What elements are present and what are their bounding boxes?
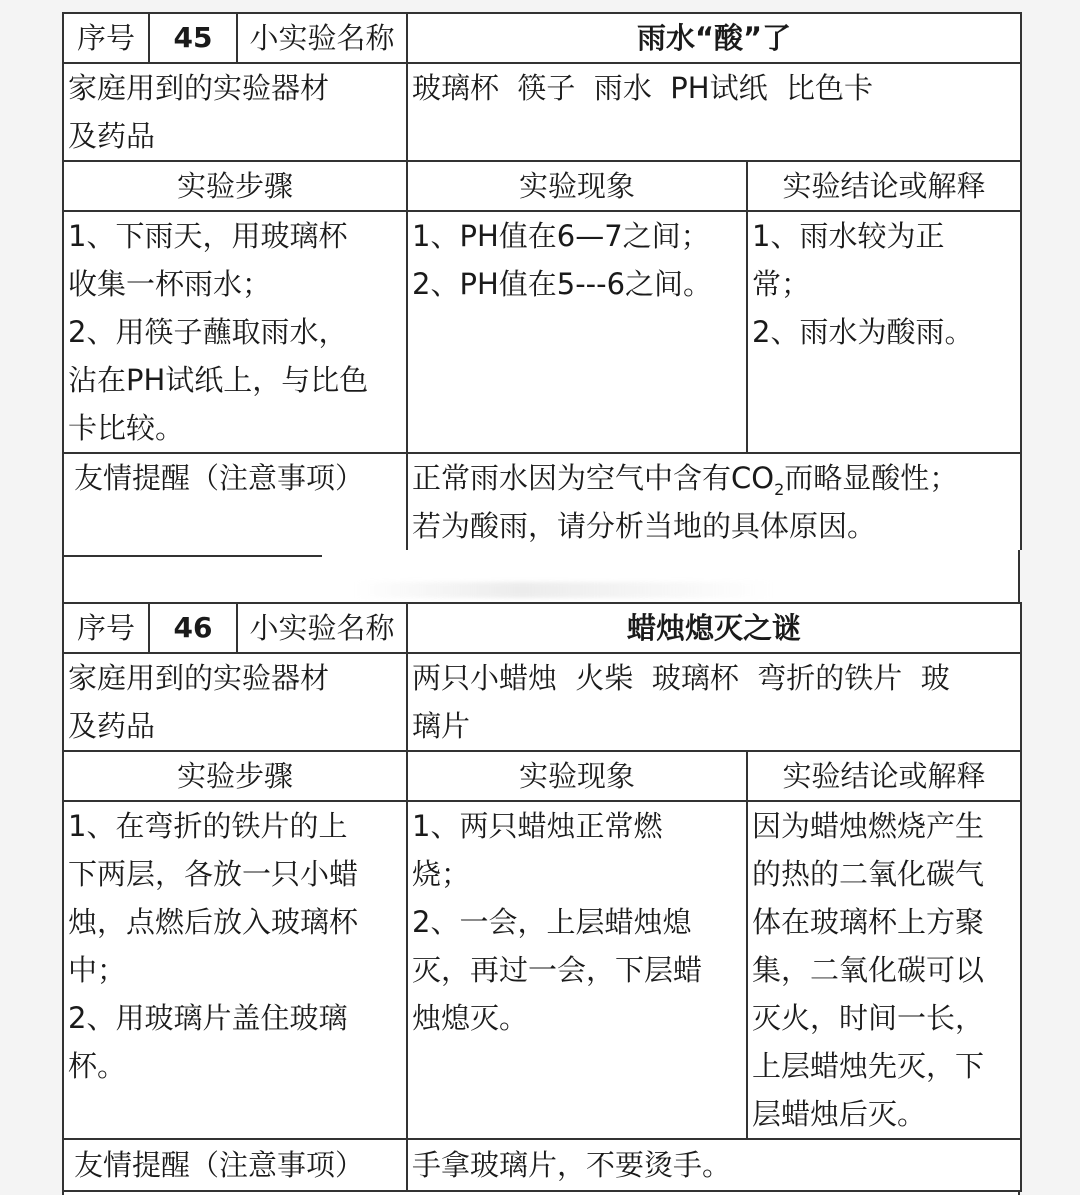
conclusion-cell — [747, 801, 1021, 1139]
name-label: 小实验名称 — [237, 13, 407, 63]
document-page — [62, 12, 1020, 1195]
step-line: 下两层，各放一只小蜡 — [68, 857, 359, 891]
note-label: 友情提醒（注意事项） — [63, 1139, 407, 1191]
experiment-card-46 — [62, 602, 1022, 1192]
step-line: 收集一杯雨水； — [68, 267, 272, 301]
conclusion-line: 体在玻璃杯上方聚 — [752, 905, 985, 939]
experiment-card-45 — [62, 12, 1022, 550]
materials-label-line: 家庭用到的实验器材 — [68, 71, 330, 105]
col-conclusion-header: 实验结论或解释 — [747, 161, 1021, 211]
conclusion-line: 上层蜡烛先灭，下 — [752, 1049, 985, 1083]
step-line: 卡比较。 — [68, 411, 185, 445]
experiment-title: 雨水“酸”了 — [407, 13, 1021, 63]
name-label: 小实验名称 — [237, 603, 407, 653]
conclusion-line: 1、雨水较为正 — [752, 219, 945, 253]
conclusion-line: 常； — [752, 267, 811, 301]
note-cell — [407, 453, 1021, 550]
step-line: 沾在PH试纸上，与比色 — [68, 363, 369, 397]
note-text: 而略显酸性； — [784, 461, 959, 495]
phenomenon-line: 灭，再过一会，下层蜡 — [412, 953, 703, 987]
seq-label: 序号 — [63, 13, 149, 63]
note-text: 正常雨水因为空气中含有CO — [412, 461, 775, 495]
seq-label: 序号 — [63, 603, 149, 653]
step-line: 杯。 — [68, 1049, 127, 1083]
col-phenomena-header: 实验现象 — [407, 161, 747, 211]
conclusion-line: 层蜡烛后灭。 — [752, 1097, 927, 1131]
materials-line: 两只小蜡烛 火柴 玻璃杯 弯折的铁片 玻 — [412, 661, 950, 695]
materials-list: 玻璃杯 筷子 雨水 PH试纸 比色卡 — [407, 63, 1021, 161]
note-subscript: 2 — [774, 479, 785, 499]
phenomenon-line: 2、一会，上层蜡烛熄 — [412, 905, 692, 939]
materials-line: 璃片 — [412, 709, 471, 743]
materials-label-line: 及药品 — [68, 709, 156, 743]
col-phenomena-header: 实验现象 — [407, 751, 747, 801]
conclusion-cell — [747, 211, 1021, 453]
step-line: 1、下雨天，用玻璃杯 — [68, 219, 348, 253]
col-steps-header: 实验步骤 — [63, 161, 407, 211]
note-line: 若为酸雨，请分析当地的具体原因。 — [412, 509, 877, 543]
conclusion-line: 灭火，时间一长， — [752, 1001, 985, 1035]
phenomenon-line: 2、PH值在5---6之间。 — [412, 267, 713, 301]
phenomenon-line: 1、PH值在6—7之间； — [412, 219, 710, 253]
step-line: 烛，点燃后放入玻璃杯 — [68, 905, 359, 939]
phenomena-cell — [407, 801, 747, 1139]
note-label: 友情提醒（注意事项） — [63, 453, 407, 550]
phenomenon-line: 烛熄灭。 — [412, 1001, 529, 1035]
scan-smudge — [354, 582, 774, 598]
note-cell: 手拿玻璃片，不要烫手。 — [407, 1139, 1021, 1191]
col-steps-header: 实验步骤 — [63, 751, 407, 801]
conclusion-line: 2、雨水为酸雨。 — [752, 315, 974, 349]
phenomena-cell — [407, 211, 747, 453]
step-line: 2、用筷子蘸取雨水， — [68, 315, 348, 349]
table-rule — [64, 555, 322, 557]
step-line: 2、用玻璃片盖住玻璃 — [68, 1001, 348, 1035]
note-line — [412, 454, 1016, 502]
phenomenon-line: 烧； — [412, 857, 471, 891]
step-line: 1、在弯折的铁片的上 — [68, 809, 348, 843]
materials-label — [63, 653, 407, 751]
steps-cell — [63, 211, 407, 453]
phenomenon-line: 1、两只蜡烛正常燃 — [412, 809, 663, 843]
conclusion-line: 集，二氧化碳可以 — [752, 953, 985, 987]
materials-label-line: 及药品 — [68, 119, 156, 153]
col-conclusion-header: 实验结论或解释 — [747, 751, 1021, 801]
conclusion-line: 的热的二氧化碳气 — [752, 857, 985, 891]
seq-number: 45 — [149, 13, 237, 63]
step-line: 中； — [68, 953, 127, 987]
materials-list — [407, 653, 1021, 751]
materials-label — [63, 63, 407, 161]
conclusion-line: 因为蜡烛燃烧产生 — [752, 809, 985, 843]
experiment-title: 蜡烛熄灭之谜 — [407, 603, 1021, 653]
materials-label-line: 家庭用到的实验器材 — [68, 661, 330, 695]
steps-cell — [63, 801, 407, 1139]
seq-number: 46 — [149, 603, 237, 653]
